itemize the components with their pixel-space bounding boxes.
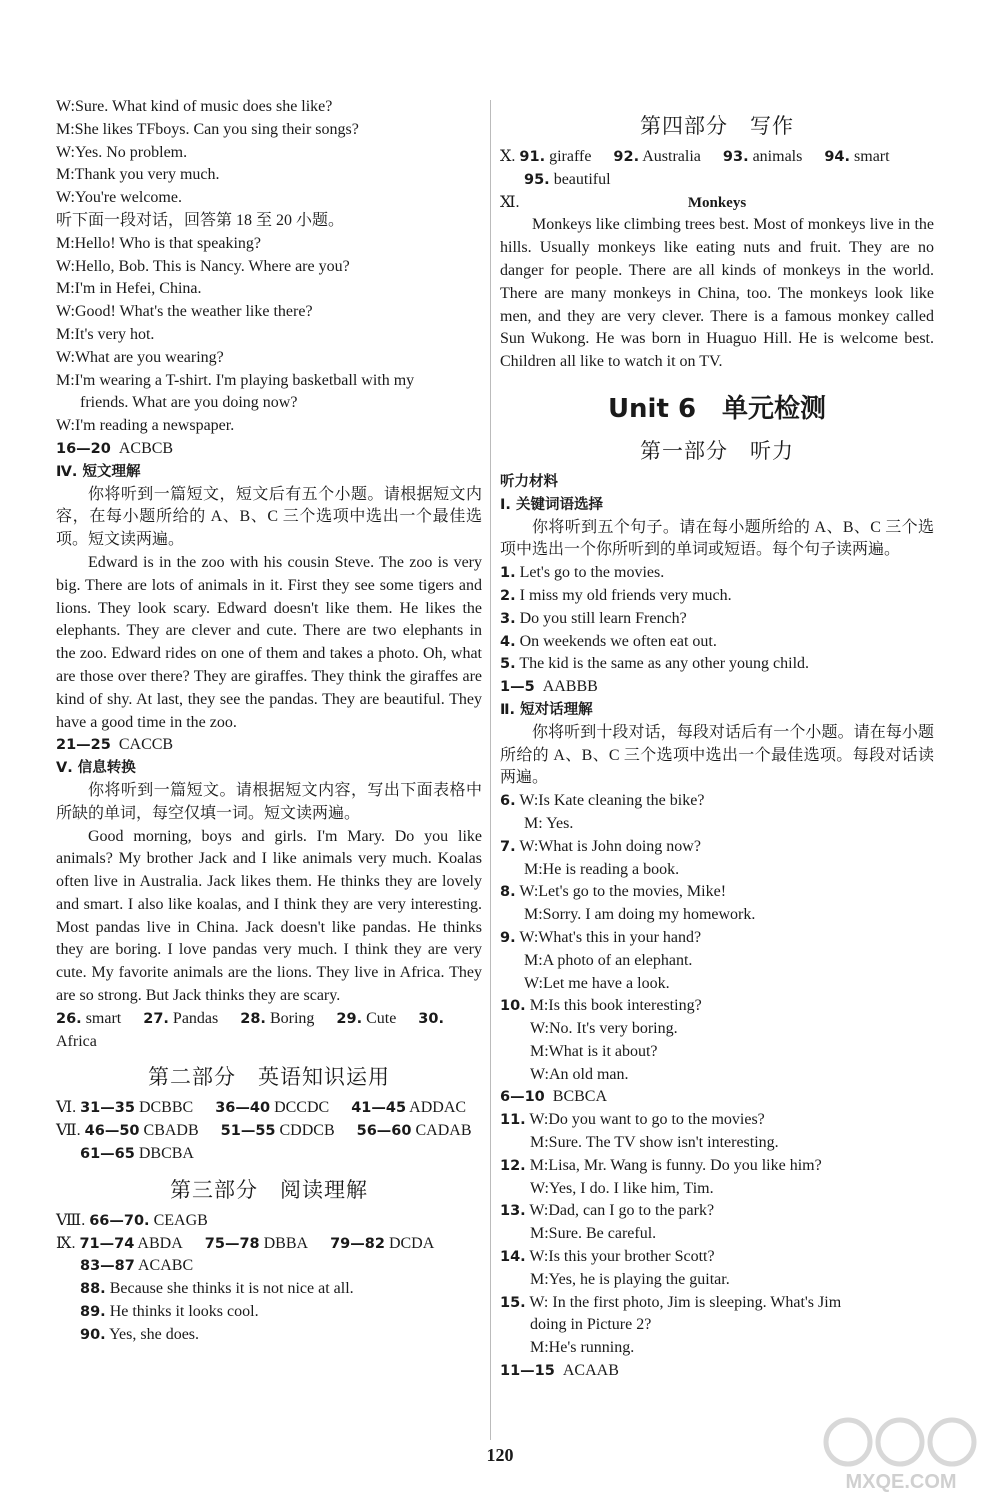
dialog-item: 11. W:Do you want to go to the movies? [500,1111,765,1129]
dialog-line: W:Yes, I do. I like him, Tim. [530,1179,714,1197]
part-1-title: 第一部分 听力 [640,438,794,463]
dialog-line: W:Yes. No problem. [56,143,188,161]
answer-89: 89. He thinks it looks cool. [80,1303,259,1321]
section-5-title: Ⅴ. 信息转换 [56,760,136,777]
section-4-instruction: 你将听到一篇短文，短文后有五个小题。请根据短文内容，在每小题所给的 A、B、C 三个选项中选出一个最佳选项。短文读两遍。 [56,485,482,549]
part-3-title: 第三部分 阅读理解 [170,1177,368,1202]
answer-section-10: Ⅹ. 91. giraffe 92. Australia 93. animals 94. smart [500,148,890,165]
answer-section-9: Ⅸ. 71—74 ABDA 75—78 DBBA 79—82 DCDA [56,1234,435,1252]
dialog-line: W:What are you wearing? [56,348,224,366]
answer-section-8: Ⅷ. 66—70. CEAGB [56,1211,208,1229]
answer-88: 88. Because she thinks it is not nice at all. [80,1280,354,1298]
section-2-title: Ⅱ. 短对话理解 [500,701,593,718]
dialog-line: M:He is reading a book. [524,860,680,878]
answer-stamp-icon [816,1408,986,1494]
dialog-line: M:Sorry. I am doing my homework. [524,906,756,924]
dialog-line: doing in Picture 2? [530,1316,652,1334]
column-divider [490,100,491,1440]
dialog-line: M:Thank you very much. [56,166,220,184]
instruction-18-20: 听下面一段对话，回答第 18 至 20 小题。 [56,211,345,229]
answer-section-7: Ⅶ. 46—50 CBADB 51—55 CDDCB 56—60 CADAB [56,1122,472,1140]
dialog-line: M:I'm wearing a T-shirt. I'm playing basketball with my [56,371,415,389]
dialog-1 [56,96,482,210]
sentence-item: 1. Let's go to the movies. [500,564,665,582]
dialog-line: M:It's very hot. [56,325,155,343]
dialog-line: W:Hello, Bob. This is Nancy. Where are you? [56,257,350,275]
dialog-item: 7. W:What is John doing now? [500,837,701,855]
dialog-line: M:What is it about? [530,1042,658,1060]
page-number: 120 [486,1445,514,1465]
dialog-line: M: Yes. [524,814,574,832]
dialog-list-11-15 [500,1109,934,1360]
dialog-list-6-10 [500,790,934,1086]
answer-16-20: 16—20 ACBCB [56,439,174,457]
dialog-line: friends. What are you doing now? [80,394,298,412]
dialog-line: W:Let me have a look. [524,974,670,992]
dialog-line: M:A photo of an elephant. [524,951,693,969]
unit-title: Unit 6 单元检测 [607,393,827,424]
answer-6-10: 6—10 BCBCA [500,1088,608,1106]
answer-21-25: 21—25 CACCB [56,736,174,754]
dialog-item: 8. W:Let's go to the movies, Mike! [500,883,727,901]
dialog-2 [56,233,482,438]
dialog-line: W:No. It's very boring. [530,1020,678,1038]
section-5-instruction: 你将听到一篇短文。请根据短文内容，写出下面表格中所缺的单词，每空仅填一词。短文读两遍。 [56,781,482,822]
answer-26-30: 26. smart 27. Pandas 28. Boring 29. Cute 30. Africa [56,1009,444,1050]
dialog-item: 10. M:Is this book interesting? [500,997,702,1015]
watermark-logo [816,1408,986,1494]
answer-90: 90. Yes, she does. [80,1325,200,1343]
dialog-item: 14. W:Is this your brother Scott? [500,1248,715,1266]
dialog-line: W:Sure. What kind of music does she like? [56,98,333,115]
dialog-item: 12. M:Lisa, Mr. Wang is funny. Do you like him? [500,1156,822,1174]
dialog-line: M:Sure. The TV show isn't interesting. [530,1134,779,1152]
dialog-item: 6. W:Is Kate cleaning the bike? [500,792,705,810]
dialog-line: W:You're welcome. [56,189,182,207]
dialog-item: 9. W:What's this in your hand? [500,928,702,946]
dialog-line: W:Good! What's the weather like there? [56,303,313,321]
part-2-title: 第二部分 英语知识运用 [148,1065,390,1090]
sentence-item: 5. The kid is the same as any other young child. [500,655,810,673]
dialog-line: M:Yes, he is playing the guitar. [530,1270,730,1288]
answer-95: 95. beautiful [524,170,611,188]
answer-section-7-cont: 61—65 DBCBA [80,1145,194,1163]
part-4-title: 第四部分 写作 [640,114,794,138]
sentence-item: 2. I miss my old friends very much. [500,586,732,604]
section-5-passage: Good morning, boys and girls. I'm Mary. Do you like animals? My brother Jack and I like animals very much. Koalas often live in Australia. Jack likes them. He thinks they are lovely and smart. I also like koalas, and I think they are very interesting. Most pandas live in China. Jack doesn't like pandas. He thinks they are boring. I love pandas very much. I think they are very cute. My favorite animals are the lions. They live in Africa. They are so strong. But Jack thinks they are scary. [56,827,482,1005]
essay-body: Monkeys like climbing trees best. Most of monkeys live in the hills. Usually monkeys like eating nuts and fruit. They are no danger for people. There are all kinds of monkeys in the world. There are many monkeys in China, too. The monkeys look like men, and they are very clever. There is a famous monkey called Sun Wukong. He was born in Huaguo Hill. He is welcome best. Children all like to watch it on TV. [500,216,934,371]
dialog-line: M:Hello! Who is that speaking? [56,234,261,252]
dialog-line: M:I'm in Hefei, China. [56,280,202,298]
essay-title: Monkeys [687,195,747,212]
dialog-line: M:Sure. Be careful. [530,1225,657,1243]
dialog-item: 15. W: In the first photo, Jim is sleeping. What's Jim [500,1293,842,1311]
listening-material-label: 听力材料 [500,473,558,490]
answer-section-6: Ⅵ. 31—35 DCBBC 36—40 DCCDC 41—45 ADDAC [56,1099,467,1117]
dialog-item: 13. W:Dad, can I go to the park? [500,1202,715,1220]
answer-1-5: 1—5 AABBB [500,678,598,696]
dialog-line: W:An old man. [530,1065,629,1083]
watermark-text: MXQE.COM [845,1471,957,1493]
sentence-item: 3. Do you still learn French? [500,609,687,627]
sentence-item: 4. On weekends we often eat out. [500,632,717,650]
right-column [500,96,934,1383]
answer-11-15: 11—15 ACAAB [500,1362,619,1380]
section-11-label: Ⅺ. [500,193,520,211]
section-1-instruction: 你将听到五个句子。请在每小题所给的 A、B、C 三个选项中选出一个你所听到的单词或短语。每个句子读两遍。 [500,518,934,559]
section-4-passage: Edward is in the zoo with his cousin Steve. The zoo is very big. There are lots of animals in it. First they see some tigers and lions. They look scary. Edward doesn't like them. He likes the elephants. They are clever and cute. There are two elephants in the zoo. Edward rides on one of them and takes a photo. Oh, what are those over there? They are giraffes. They think the giraffes are kind of shy. At last, they see the pandas. They are beautiful. They have a good time in the zoo. [56,553,482,731]
answer-section-9-cont: 83—87 ACABC [80,1257,194,1275]
section-4-title: Ⅳ. 短文理解 [56,463,141,480]
section-1-title: Ⅰ. 关键词语选择 [500,496,603,513]
dialog-line: W:I'm reading a newspaper. [56,417,235,435]
dialog-line: M:He's running. [530,1339,635,1357]
dialog-line: M:She likes TFboys. Can you sing their songs? [56,120,359,138]
section-2-instruction: 你将听到十段对话，每段对话后有一个小题。请在每小题所给的 A、B、C 三个选项中选出一个最佳选项。每段对话读两遍。 [500,723,934,787]
left-column [56,96,482,1347]
